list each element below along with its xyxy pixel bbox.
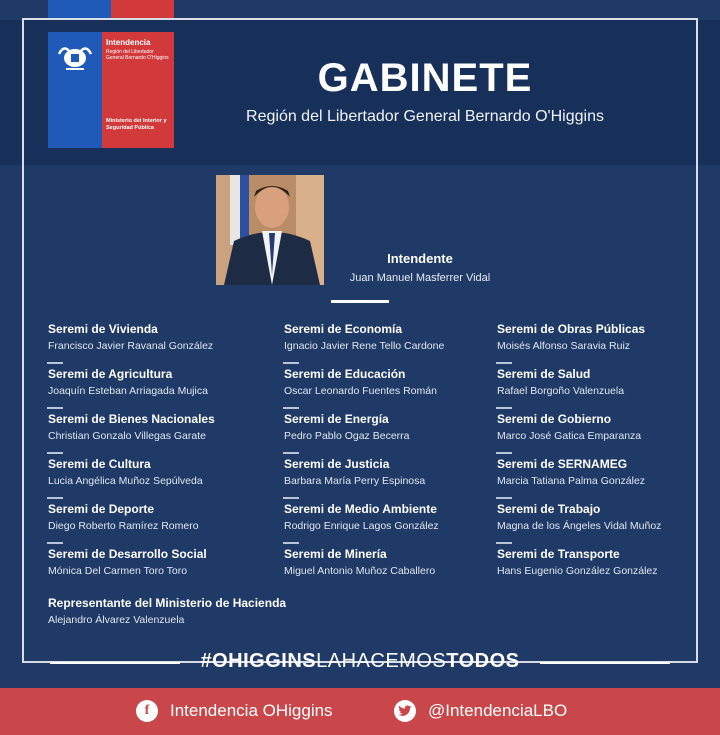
list-item (284, 457, 494, 502)
hacienda-role: Representante del Ministerio de Hacienda (48, 596, 287, 610)
facebook-icon: f (136, 700, 158, 722)
seremi-role: Seremi de Salud (497, 367, 591, 381)
list-item (497, 502, 707, 547)
seremi-role: Seremi de Justicia (284, 457, 390, 471)
list-item (284, 502, 494, 547)
seremi-role: Seremi de Desarrollo Social (48, 547, 207, 561)
seremi-role: Seremi de Vivienda (48, 322, 158, 336)
page-subtitle: Región del Libertador General Bernardo O'Higgins (246, 108, 604, 125)
seremi-name: Oscar Leonardo Fuentes Román (284, 385, 437, 397)
list-item (497, 412, 707, 457)
footer (0, 688, 720, 735)
list-item (284, 547, 494, 592)
seremi-name: Hans Eugenio González González (497, 565, 658, 577)
hacienda-name: Alejandro Álvarez Valenzuela (48, 614, 185, 626)
seremi-name: Pedro Pablo Ogaz Becerra (284, 430, 410, 442)
separator (47, 362, 63, 364)
seremi-role: Seremi de Cultura (48, 457, 151, 471)
list-item (497, 367, 707, 412)
separator (47, 407, 63, 409)
separator (47, 452, 63, 454)
seremi-name: Mónica Del Carmen Toro Toro (48, 565, 188, 577)
list-item (284, 367, 494, 412)
facebook-handle: Intendencia OHiggins (170, 701, 333, 720)
seremi-name: Barbara María Perry Espinosa (284, 475, 426, 487)
twitter-link[interactable] (394, 700, 567, 722)
seremi-name: Christian Gonzalo Villegas Garate (48, 430, 206, 442)
list-item (48, 322, 278, 367)
seremi-column-1 (48, 322, 278, 592)
hashtag-part-3: TODOS (446, 650, 520, 672)
hashtag-line-left (50, 662, 180, 664)
hashtag-part-2: LAHACEMOS (316, 650, 447, 672)
seremi-role: Seremi de Obras Públicas (497, 322, 646, 336)
seremi-column-3 (497, 322, 707, 592)
flag-stripe (48, 0, 174, 20)
separator (496, 407, 512, 409)
separator (283, 542, 299, 544)
seremi-name: Marcia Tatiana Palma González (497, 475, 646, 487)
separator (283, 497, 299, 499)
separator (496, 542, 512, 544)
list-item (48, 412, 278, 457)
intendente-role: Intendente (387, 251, 453, 266)
list-item (48, 457, 278, 502)
hacienda-representative (48, 596, 448, 641)
seremi-role: Seremi de Minería (284, 547, 387, 561)
seremi-name: Joaquín Esteban Arriagada Mujica (48, 385, 208, 397)
divider (331, 300, 389, 303)
hashtag (0, 650, 720, 673)
separator (283, 452, 299, 454)
list-item (284, 322, 494, 367)
seremi-role: Seremi de Energía (284, 412, 389, 426)
coat-of-arms-icon (56, 40, 94, 74)
seremi-name: Ignacio Javier Rene Tello Cardone (284, 340, 445, 352)
separator (283, 362, 299, 364)
intendente-photo (216, 175, 324, 285)
twitter-icon (394, 700, 416, 722)
list-item (48, 502, 278, 547)
seremi-name: Rafael Borgoño Valenzuela (497, 385, 625, 397)
seremi-role: Seremi de Economía (284, 322, 403, 336)
seremi-name: Francisco Javier Ravanal González (48, 340, 214, 352)
list-item (284, 412, 494, 457)
seremi-role: Seremi de Educación (284, 367, 406, 381)
seremi-role: Seremi de Bienes Nacionales (48, 412, 215, 426)
separator (496, 497, 512, 499)
intendente-name: Juan Manuel Masferrer Vidal (349, 272, 491, 284)
seremi-name: Marco José Gatica Emparanza (497, 430, 642, 442)
facebook-link[interactable] (136, 700, 333, 722)
intendencia-logo (48, 32, 174, 148)
logo-subtitle: Región del Libertador General Bernardo O'Higgins (106, 49, 169, 61)
seremi-role: Seremi de Medio Ambiente (284, 502, 437, 516)
list-item (497, 547, 707, 592)
seremi-name: Moisés Alfonso Saravia Ruiz (497, 340, 631, 352)
list-item (48, 547, 278, 592)
seremi-role: Seremi de Agricultura (48, 367, 173, 381)
logo-ministry: Ministerio del Interior y Seguridad Pública (106, 118, 167, 131)
separator (47, 497, 63, 499)
seremi-role: Seremi de Transporte (497, 547, 620, 561)
list-item (497, 322, 707, 367)
separator (47, 542, 63, 544)
seremi-name: Rodrigo Enrique Lagos González (284, 520, 439, 532)
seremi-name: Diego Roberto Ramírez Romero (48, 520, 199, 532)
list-item (497, 457, 707, 502)
seremi-role: Seremi de Gobierno (497, 412, 612, 426)
hashtag-part-1: #OHIGGINS (200, 650, 317, 672)
seremi-role: Seremi de SERNAMEG (497, 457, 628, 471)
seremi-name: Miguel Antonio Muñoz Caballero (284, 565, 436, 577)
separator (496, 362, 512, 364)
list-item (48, 367, 278, 412)
seremi-role: Seremi de Trabajo (497, 502, 601, 516)
hashtag-line-right (540, 662, 670, 664)
logo-title: Intendencia (106, 38, 151, 47)
twitter-handle: @IntendenciaLBO (428, 701, 568, 720)
separator (283, 407, 299, 409)
separator (496, 452, 512, 454)
seremi-column-2 (284, 322, 494, 592)
page-title: GABINETE (317, 56, 533, 100)
seremi-name: Magna de los Ángeles Vidal Muñoz (497, 520, 662, 532)
seremi-role: Seremi de Deporte (48, 502, 155, 516)
seremi-name: Lucia Angélica Muñoz Sepúlveda (48, 475, 203, 487)
intendente-block (330, 251, 510, 284)
